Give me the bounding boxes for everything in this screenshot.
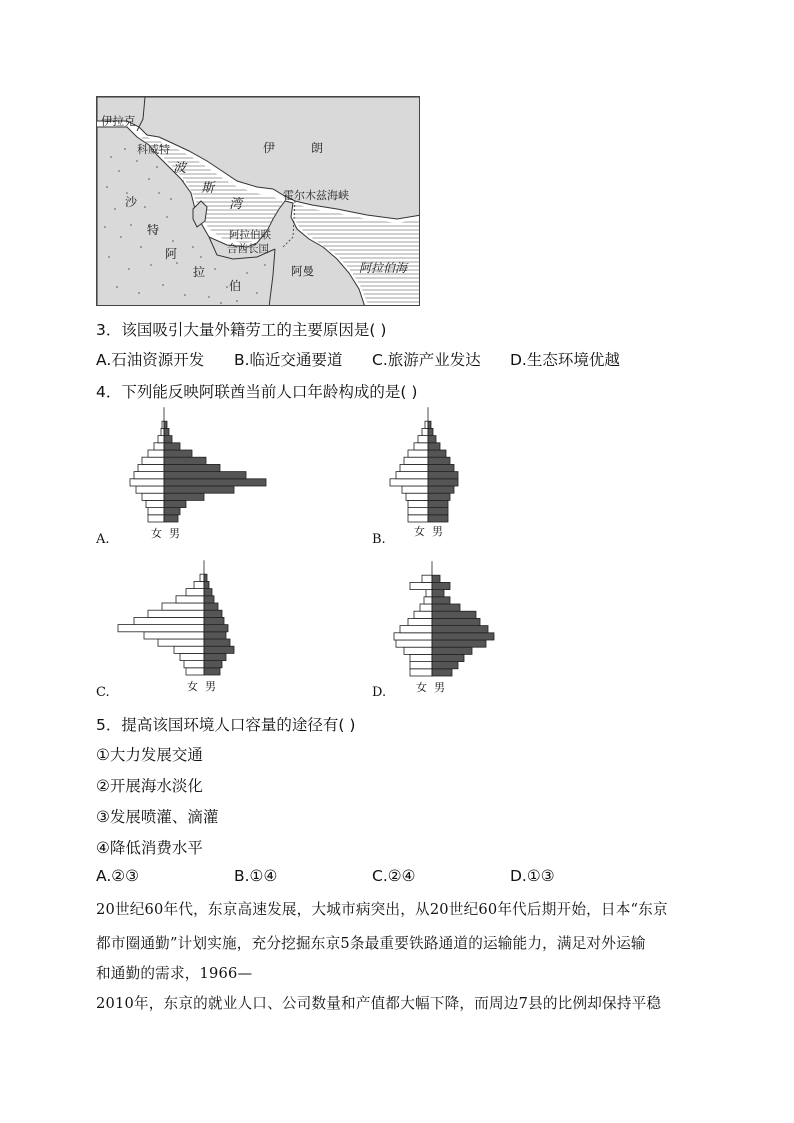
pyramid-bar-female — [184, 661, 204, 668]
question-5-stem: 5．提高该国环境人口容量的途径有( ) — [96, 716, 356, 734]
q5-option-a[interactable]: A.②③ — [96, 867, 140, 885]
pyramid-bar-male — [432, 611, 476, 618]
pyramid-bar-female — [410, 669, 432, 676]
q3-option-a[interactable]: A.石油资源开发 — [96, 351, 205, 369]
pyramid-bar-female — [176, 596, 204, 603]
pyramid-bar-male — [432, 590, 444, 597]
pyramid-bar-male — [164, 486, 234, 493]
map-label-gulf-3: 湾 — [229, 197, 243, 212]
pyramid-bar-male — [428, 472, 458, 479]
pyramid-bar-male — [428, 500, 448, 507]
map-label-gulf-1: 波 — [173, 161, 187, 176]
pyramid-bar-male — [204, 653, 226, 660]
pyramid-bar-female — [130, 479, 164, 486]
pyramid-bar-male — [204, 668, 220, 675]
pyramid-d — [394, 561, 494, 676]
pyramid-bar-female — [408, 500, 428, 507]
pyramid-bar-male — [428, 450, 446, 457]
pyramid-a-male: 男 — [169, 527, 180, 540]
map-label-saudi-4: 拉 — [193, 265, 206, 279]
pyramid-bar-male — [164, 428, 169, 435]
map-label-oman: 阿曼 — [291, 264, 314, 278]
pyramid-bar-male — [432, 597, 450, 604]
q3-option-c[interactable]: C.旅游产业发达 — [372, 351, 481, 369]
map-label-iran-2: 朗 — [311, 141, 324, 155]
pyramid-bar-male — [164, 457, 206, 464]
pyramid-bar-female — [394, 633, 432, 640]
pyramid-bar-female — [418, 436, 428, 443]
pyramid-bar-male — [164, 508, 180, 515]
pyramid-bar-male — [204, 646, 234, 653]
q5-item-4: ④降低消费水平 — [96, 839, 203, 857]
pyramid-bar-male — [204, 589, 212, 596]
pyramid-bar-male — [428, 508, 448, 515]
map-label-iran-1: 伊 — [263, 141, 276, 155]
pyramid-bar-female — [396, 640, 432, 647]
pyramid-bar-female — [408, 508, 428, 515]
pyramid-bar-male — [164, 443, 180, 450]
map-label-hormuz: 霍尔木兹海峡 — [283, 189, 349, 202]
pyramid-bar-female — [404, 457, 428, 464]
map-label-uae-1: 阿拉伯联 — [229, 229, 271, 241]
pyramid-a-letter[interactable]: A. — [96, 532, 110, 547]
pyramid-bar-male — [428, 436, 436, 443]
q3-option-b[interactable]: B.临近交通要道 — [234, 351, 343, 369]
question-3-stem: 3．该国吸引大量外籍劳工的主要原因是( ) — [96, 321, 387, 339]
pyramid-bar-male — [432, 662, 458, 669]
pyramid-bar-female — [142, 493, 164, 500]
map-label-saudi-2: 特 — [147, 223, 160, 237]
pyramid-bar-female — [406, 493, 428, 500]
pyramid-d-female: 女 — [416, 681, 427, 694]
pyramid-bar-female — [162, 603, 204, 610]
pyramid-bar-female — [158, 436, 164, 443]
pyramid-c-female: 女 — [187, 680, 198, 693]
map-label-saudi-1: 沙 — [125, 195, 138, 209]
pyramid-bar-female — [422, 575, 432, 582]
pyramid-c — [118, 560, 234, 675]
pyramid-bar-female — [146, 500, 164, 507]
pyramid-bar-male — [164, 493, 204, 500]
pyramid-bar-male — [428, 443, 440, 450]
pyramid-bar-female — [410, 582, 432, 589]
pyramid-bar-male — [428, 428, 433, 435]
pyramid-bar-male — [164, 421, 167, 428]
pyramid-bar-male — [428, 486, 454, 493]
pyramid-bar-female — [134, 617, 204, 624]
pyramid-bar-female — [148, 515, 164, 522]
question-4-stem: 4．下列能反映阿联酋当前人口年龄构成的是( ) — [96, 383, 418, 401]
map-label-arabian-sea: 阿拉伯海 — [359, 261, 408, 275]
pyramid-b — [390, 407, 458, 522]
pyramid-bar-female — [414, 611, 432, 618]
pyramid-bar-female — [144, 632, 204, 639]
pyramid-bar-female — [118, 625, 204, 632]
pyramid-bar-female — [414, 443, 428, 450]
pyramid-bar-male — [204, 596, 214, 603]
pyramid-bar-female — [186, 589, 204, 596]
pyramid-bar-male — [204, 617, 224, 624]
pyramid-bar-male — [432, 618, 480, 625]
pyramid-bar-male — [204, 632, 226, 639]
pyramid-bar-male — [432, 633, 494, 640]
pyramid-bar-female — [174, 646, 204, 653]
pyramid-bar-male — [428, 457, 450, 464]
map-label-gulf-2: 斯 — [201, 181, 215, 196]
pyramid-bar-male — [432, 654, 464, 661]
pyramid-bar-female — [396, 472, 428, 479]
pyramid-c-letter[interactable]: C. — [96, 685, 110, 700]
pyramid-bar-male — [164, 472, 246, 479]
pyramid-b-male: 男 — [432, 525, 443, 538]
pyramid-b-letter[interactable]: B. — [372, 532, 386, 547]
pyramid-bar-female — [426, 590, 432, 597]
passage-line-1: 20世纪60年代，东京高速发展，大城市病突出，从20世纪60年代后期开始，日本“东京 — [96, 901, 668, 918]
map-label-kuwait: 科威特 — [137, 143, 170, 156]
pyramid-bar-female — [420, 604, 432, 611]
pyramid-bar-female — [404, 647, 432, 654]
map-label-iraq: 伊拉克 — [101, 114, 136, 128]
q5-item-1: ①大力发展交通 — [96, 746, 203, 764]
pyramid-bar-female — [148, 610, 204, 617]
pyramid-bar-female — [148, 450, 164, 457]
pyramid-bar-female — [424, 597, 432, 604]
pyramid-bar-male — [164, 450, 192, 457]
pyramid-bar-male — [164, 436, 172, 443]
q5-option-d[interactable]: D.①③ — [510, 867, 555, 885]
q5-option-b[interactable]: B.①④ — [234, 867, 278, 885]
pyramid-bar-male — [432, 669, 452, 676]
pyramid-bar-female — [194, 581, 204, 588]
pyramid-a-female: 女 — [151, 527, 162, 540]
pyramid-c-male: 男 — [205, 680, 216, 693]
pyramid-bar-female — [161, 428, 164, 435]
passage-line-2: 都市圈通勤”计划实施，充分挖掘东京5条最重要铁路通道的运输能力，满足对外运输 — [96, 935, 646, 952]
pyramid-a — [130, 407, 266, 522]
q5-option-c[interactable]: C.②④ — [372, 867, 416, 885]
pyramid-bar-male — [432, 575, 440, 582]
pyramid-b-female: 女 — [414, 525, 425, 538]
pyramid-bar-male — [432, 640, 486, 647]
passage-line-4: 2010年，东京的就业人口、公司数量和产值都大幅下降，而周边7县的比例却保持平稳 — [96, 995, 662, 1012]
pyramid-bar-female — [138, 464, 164, 471]
pyramid-bar-male — [204, 581, 209, 588]
pyramid-bar-female — [408, 450, 428, 457]
pyramid-bar-male — [204, 603, 218, 610]
pyramid-d-male: 男 — [434, 681, 445, 694]
pyramid-bar-male — [432, 647, 472, 654]
pyramid-bar-male — [164, 515, 178, 522]
pyramid-bar-female — [158, 639, 204, 646]
pyramid-bar-male — [428, 421, 431, 428]
pyramid-bar-female — [390, 479, 428, 486]
map-label-uae-2: 合酋长国 — [227, 243, 269, 255]
pyramid-bar-female — [400, 464, 428, 471]
pyramid-bar-male — [428, 493, 450, 500]
pyramid-d-letter[interactable]: D. — [372, 685, 387, 700]
pyramid-bar-female — [400, 626, 432, 633]
pyramid-bar-female — [425, 421, 428, 428]
pyramid-bar-male — [204, 574, 207, 581]
pyramid-bar-male — [432, 604, 460, 611]
pyramid-bar-female — [408, 515, 428, 522]
pyramid-bar-male — [204, 625, 228, 632]
pyramid-bar-male — [428, 464, 454, 471]
pyramid-bar-male — [164, 464, 220, 471]
pyramid-bar-male — [204, 661, 222, 668]
pyramid-bar-female — [186, 668, 204, 675]
pyramid-bar-female — [142, 457, 164, 464]
pyramid-bar-male — [204, 610, 222, 617]
pyramid-bar-female — [410, 654, 432, 661]
pyramid-bar-female — [200, 574, 204, 581]
pyramid-bar-female — [422, 428, 428, 435]
pyramid-bar-female — [154, 443, 164, 450]
pyramid-bar-male — [432, 582, 450, 589]
pyramid-bar-male — [204, 639, 230, 646]
q3-option-d[interactable]: D.生态环境优越 — [510, 351, 620, 369]
passage-line-3: 和通勤的需求，1966— — [96, 965, 253, 982]
q5-item-2: ②开展海水淡化 — [96, 777, 203, 795]
pyramid-bar-male — [164, 479, 266, 486]
pyramid-bar-female — [180, 653, 204, 660]
map-label-saudi-3: 阿 — [165, 247, 178, 261]
pyramid-bar-male — [428, 479, 458, 486]
q5-item-3: ③发展喷灌、滴灌 — [96, 808, 219, 826]
pyramid-bar-male — [164, 500, 186, 507]
pyramid-bar-female — [136, 486, 164, 493]
pyramid-bar-male — [428, 515, 448, 522]
pyramid-bar-female — [402, 486, 428, 493]
map-label-saudi-5: 伯 — [229, 279, 242, 293]
pyramid-bar-female — [148, 508, 164, 515]
pyramid-bar-female — [408, 618, 432, 625]
pyramid-bar-male — [432, 626, 488, 633]
pyramid-bar-female — [410, 662, 432, 669]
pyramid-bar-female — [134, 472, 164, 479]
